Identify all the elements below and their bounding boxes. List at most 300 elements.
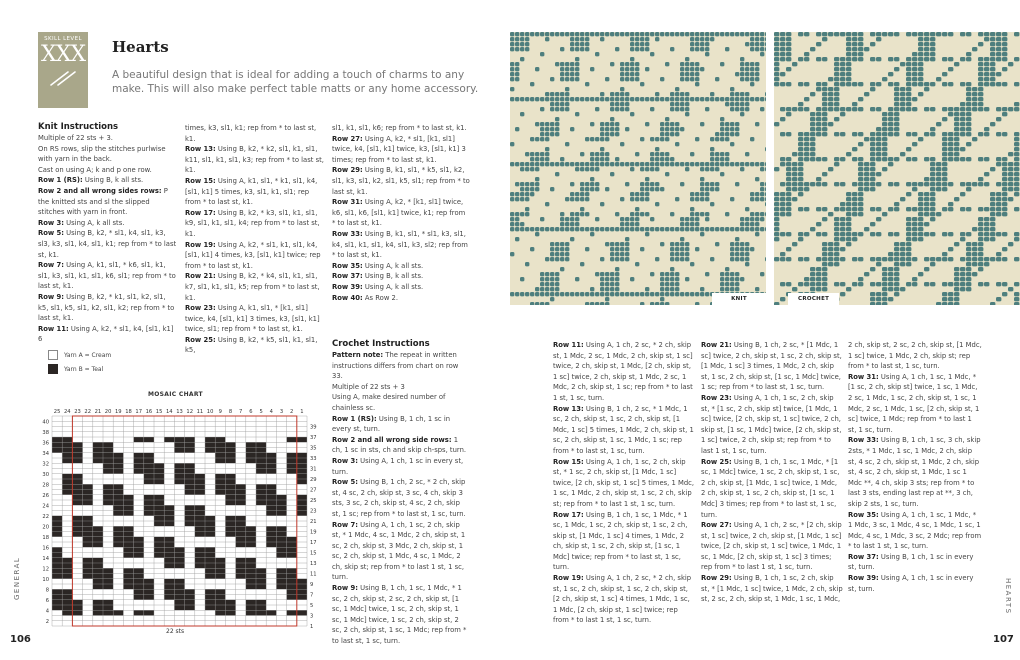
swatch-stitch-teal: [630, 217, 634, 221]
swatch-stitch-teal: [840, 77, 845, 81]
mosaic-chart: [36, 402, 326, 628]
swatch-stitch-teal: [870, 157, 875, 161]
swatch-stitch-teal: [912, 227, 917, 231]
swatch-stitch-teal: [828, 122, 833, 126]
swatch-stitch-teal: [730, 272, 734, 276]
swatch-stitch-teal: [774, 77, 779, 81]
skill-level-label: SKILL LEVEL: [44, 36, 82, 42]
swatch-stitch-teal: [912, 52, 917, 56]
swatch-stitch-teal: [515, 217, 519, 221]
chart-cell-teal: [215, 490, 225, 495]
swatch-stitch-teal: [834, 157, 839, 161]
swatch-stitch-teal: [936, 172, 941, 176]
chart-cell-teal: [174, 479, 184, 484]
swatch-stitch-teal: [610, 292, 614, 296]
swatch-stitch-teal: [735, 97, 739, 101]
swatch-stitch-teal: [888, 157, 893, 161]
swatch-stitch-teal: [545, 152, 549, 156]
swatch-stitch-teal: [978, 267, 983, 271]
swatch-stitch-teal: [645, 47, 649, 51]
swatch-stitch-teal: [960, 207, 965, 211]
swatch-stitch-teal: [828, 167, 833, 171]
swatch-stitch-teal: [525, 262, 529, 266]
swatch-stitch-teal: [685, 162, 689, 166]
swatch-stitch-teal: [575, 67, 579, 71]
swatch-stitch-teal: [828, 32, 833, 36]
chart-cell-teal: [93, 574, 103, 579]
swatch-stitch-teal: [760, 182, 764, 186]
swatch-stitch-teal: [690, 72, 694, 76]
chart-cell-teal: [287, 463, 297, 468]
swatch-stitch-teal: [550, 247, 554, 251]
swatch-stitch-teal: [750, 37, 754, 41]
swatch-stitch-teal: [700, 292, 704, 296]
chart-cell-teal: [195, 526, 205, 531]
chart-cell-teal: [266, 532, 276, 537]
swatch-stitch-teal: [1002, 197, 1007, 201]
swatch-stitch-teal: [735, 182, 739, 186]
crochet-paragraph: [848, 435, 982, 509]
swatch-stitch-teal: [760, 42, 764, 46]
swatch-stitch-teal: [1014, 107, 1019, 111]
swatch-stitch-teal: [535, 97, 539, 101]
swatch-stitch-teal: [876, 297, 881, 301]
swatch-stitch-teal: [840, 182, 845, 186]
swatch-stitch-teal: [705, 212, 709, 216]
swatch-stitch-teal: [515, 162, 519, 166]
swatch-stitch-teal: [900, 107, 905, 111]
crochet-rows-col1: [553, 340, 695, 626]
swatch-stitch-teal: [984, 282, 989, 286]
chart-cell-teal: [164, 516, 174, 521]
swatch-stitch-teal: [625, 292, 629, 296]
chart-row-number-right: 37: [310, 435, 317, 441]
swatch-stitch-teal: [515, 77, 519, 81]
swatch-stitch-teal: [792, 177, 797, 181]
chart-cell-teal: [297, 469, 307, 474]
chart-cell-teal: [134, 463, 144, 468]
swatch-stitch-teal: [670, 157, 674, 161]
swatch-stitch-teal: [730, 282, 734, 286]
swatch-stitch-teal: [595, 272, 599, 276]
swatch-stitch-teal: [620, 72, 624, 76]
chart-cell-teal: [62, 448, 72, 453]
chart-cell-teal: [83, 484, 93, 489]
chart-cell-teal: [276, 547, 286, 552]
swatch-stitch-teal: [605, 297, 609, 301]
swatch-stitch-teal: [530, 82, 534, 86]
swatch-stitch-teal: [570, 47, 574, 51]
chart-cell-teal: [266, 610, 276, 615]
crochet-paragraph: [553, 404, 695, 457]
swatch-stitch-teal: [900, 97, 905, 101]
swatch-stitch-teal: [670, 102, 674, 106]
chart-cell-teal: [246, 537, 256, 542]
swatch-stitch-teal: [822, 287, 827, 291]
swatch-stitch-teal: [755, 212, 759, 216]
chart-cell-teal: [287, 574, 297, 579]
swatch-stitch-teal: [882, 287, 887, 291]
swatch-stitch-teal: [780, 37, 785, 41]
swatch-stitch-teal: [645, 32, 649, 36]
swatch-stitch-teal: [780, 117, 785, 121]
swatch-stitch-teal: [735, 127, 739, 131]
swatch-stitch-teal: [918, 37, 923, 41]
swatch-stitch-teal: [570, 292, 574, 296]
swatch-stitch-teal: [816, 82, 821, 86]
swatch-stitch-teal: [615, 277, 619, 281]
swatch-stitch-teal: [740, 257, 744, 261]
swatch-stitch-teal: [720, 287, 724, 291]
swatch-stitch-teal: [555, 287, 559, 291]
swatch-stitch-teal: [894, 32, 899, 36]
chart-cell-teal: [287, 547, 297, 552]
swatch-stitch-teal: [585, 182, 589, 186]
chart-cell-teal: [164, 542, 174, 547]
chart-cell-teal: [123, 505, 133, 510]
swatch-stitch-teal: [625, 182, 629, 186]
swatch-stitch-teal: [660, 227, 664, 231]
crochet-hooks-icon: [48, 69, 78, 87]
swatch-stitch-teal: [816, 107, 821, 111]
swatch-stitch-teal: [798, 187, 803, 191]
swatch-stitch-teal: [798, 82, 803, 86]
chart-cell-teal: [185, 511, 195, 516]
swatch-stitch-teal: [715, 242, 719, 246]
swatch-stitch-teal: [1008, 152, 1013, 156]
swatch-stitch-teal: [690, 217, 694, 221]
swatch-stitch-teal: [700, 177, 704, 181]
swatch-stitch-teal: [515, 72, 519, 76]
swatch-stitch-teal: [725, 97, 729, 101]
swatch-stitch-teal: [545, 292, 549, 296]
swatch-stitch-teal: [740, 217, 744, 221]
swatch-stitch-teal: [590, 177, 594, 181]
swatch-stitch-teal: [600, 257, 604, 261]
swatch-stitch-teal: [675, 287, 679, 291]
swatch-stitch-teal: [585, 302, 589, 305]
knit-row-text: Using B, k2, * k3, sl1, k1, sl1, k9, sl1, k1, sl1, k4; rep from * to last st, k1.: [185, 208, 320, 238]
swatch-stitch-teal: [990, 42, 995, 46]
swatch-stitch-teal: [655, 97, 659, 101]
swatch-stitch-teal: [615, 267, 619, 271]
swatch-stitch-teal: [942, 57, 947, 61]
swatch-stitch-teal: [780, 182, 785, 186]
swatch-stitch-teal: [675, 242, 679, 246]
swatch-stitch-teal: [942, 172, 947, 176]
swatch-stitch-teal: [870, 137, 875, 141]
chart-cell-teal: [174, 463, 184, 468]
swatch-stitch-teal: [960, 157, 965, 161]
swatch-stitch-teal: [535, 152, 539, 156]
swatch-stitch-teal: [804, 277, 809, 281]
chart-cell-teal: [256, 584, 266, 589]
swatch-stitch-teal: [948, 247, 953, 251]
swatch-stitch-teal: [996, 162, 1001, 166]
chart-row-number-right: 21: [310, 519, 317, 525]
swatch-stitch-teal: [990, 77, 995, 81]
swatch-stitch-teal: [1002, 202, 1007, 206]
swatch-stitch-teal: [695, 197, 699, 201]
chart-cell-teal: [287, 453, 297, 458]
swatch-stitch-teal: [906, 77, 911, 81]
swatch-stitch-teal: [954, 242, 959, 246]
swatch-stitch-teal: [660, 287, 664, 291]
swatch-stitch-teal: [882, 117, 887, 121]
crochet-row-text: Using A, 1 ch, 2 sc, * 2 ch, skip st, 1 Mdc, 2 sc, 1 Mdc, 2 ch, skip st, 1 sc] twice, 2 ch, skip st, 1 Mdc, [2 ch, skip st, 1 sc] twice, 2 ch, skip st, 1 Mdc, 2 sc, 1 Mdc, 2 ch, skip st, 1 sc; rep from * to last 1 st, 1 sc, turn.: [553, 341, 693, 402]
swatch-stitch-teal: [740, 242, 744, 246]
crochet-row-text: Using A, 1 ch, 2 sc, * 2 ch, skip st, 1 sc, 2 ch, skip st, 1 sc, 2 ch, skip st, [2 ch, skip st, 1 sc] 4 times, 1 Mdc, 1 sc, 1 Mdc, [2 ch, skip st, 1 sc] twice; rep from * to last 1 st, 1 sc, turn.: [553, 574, 692, 625]
swatch-stitch-teal: [550, 102, 554, 106]
swatch-stitch-teal: [580, 37, 584, 41]
swatch-stitch-teal: [555, 62, 559, 66]
chart-cell-teal: [246, 579, 256, 584]
swatch-stitch-teal: [930, 47, 935, 51]
swatch-stitch-teal: [550, 77, 554, 81]
swatch-stitch-teal: [545, 287, 549, 291]
swatch-stitch-teal: [948, 292, 953, 296]
swatch-stitch-teal: [760, 212, 764, 216]
swatch-stitch-teal: [635, 262, 639, 266]
swatch-stitch-teal: [570, 67, 574, 71]
swatch-stitch-teal: [852, 52, 857, 56]
swatch-stitch-teal: [585, 37, 589, 41]
swatch-stitch-teal: [605, 132, 609, 136]
swatch-stitch-teal: [680, 97, 684, 101]
swatch-stitch-teal: [912, 82, 917, 86]
swatch-stitch-teal: [755, 192, 759, 196]
chart-cell-teal: [215, 484, 225, 489]
swatch-stitch-teal: [966, 97, 971, 101]
swatch-stitch-teal: [858, 47, 863, 51]
chart-column-number: 25: [53, 409, 61, 415]
swatch-stitch-teal: [510, 162, 514, 166]
swatch-stitch-teal: [515, 62, 519, 66]
swatch-stitch-teal: [942, 167, 947, 171]
swatch-stitch-teal: [595, 52, 599, 56]
swatch-stitch-teal: [828, 77, 833, 81]
swatch-stitch-teal: [984, 67, 989, 71]
swatch-stitch-teal: [840, 132, 845, 136]
chart-cell-teal: [297, 474, 307, 479]
swatch-stitch-teal: [545, 302, 549, 305]
swatch-stitch-teal: [745, 107, 749, 111]
swatch-stitch-teal: [978, 87, 983, 91]
swatch-stitch-teal: [665, 122, 669, 126]
crochet-paragraph: [701, 457, 843, 521]
swatch-stitch-teal: [942, 142, 947, 146]
swatch-stitch-teal: [978, 132, 983, 136]
swatch-stitch-teal: [984, 172, 989, 176]
swatch-stitch-teal: [620, 242, 624, 246]
swatch-stitch-teal: [610, 32, 614, 36]
swatch-stitch-teal: [972, 137, 977, 141]
chart-cell-teal: [134, 537, 144, 542]
swatch-stitch-teal: [625, 227, 629, 231]
swatch-stitch-teal: [786, 37, 791, 41]
swatch-stitch-teal: [960, 122, 965, 126]
swatch-stitch-teal: [786, 282, 791, 286]
crochet-heading: Crochet Instructions: [332, 339, 430, 349]
swatch-stitch-teal: [774, 237, 779, 241]
chart-cell-teal: [134, 542, 144, 547]
swatch-stitch-teal: [798, 192, 803, 196]
swatch-stitch-teal: [540, 292, 544, 296]
swatch-stitch-teal: [780, 207, 785, 211]
crochet-rows-col3: [848, 340, 982, 594]
swatch-stitch-teal: [640, 82, 644, 86]
swatch-stitch-teal: [912, 62, 917, 66]
swatch-stitch-teal: [786, 177, 791, 181]
swatch-stitch-teal: [966, 32, 971, 36]
crochet-row-text: Using B, 1 ch, 2 sc, * 1 Mdc, 1 sc, 2 ch, skip st, 1 sc, 2 ch, skip st, [1 Mdc, 1 sc] 5 times, 1 Mdc, 2 ch, skip st, 1 sc, 2 ch, skip st, 1 sc, 1 Mdc, 1 sc; rep from * to last st, 1 sc, turn.: [553, 404, 694, 455]
chart-cell-teal: [185, 479, 195, 484]
chart-cell-teal: [205, 595, 215, 600]
chart-cell-teal: [103, 484, 113, 489]
swatch-stitch-teal: [640, 162, 644, 166]
knit-instructions-col2: [185, 123, 325, 356]
swatch-stitch-teal: [600, 292, 604, 296]
swatch-stitch-teal: [876, 127, 881, 131]
knit-row-label: Row 7:: [38, 261, 64, 270]
swatch-stitch-teal: [545, 162, 549, 166]
swatch-stitch-teal: [645, 227, 649, 231]
swatch-stitch-teal: [996, 202, 1001, 206]
swatch-stitch-teal: [930, 257, 935, 261]
crochet-paragraph: [553, 340, 695, 404]
swatch-stitch-teal: [650, 157, 654, 161]
swatch-stitch-teal: [570, 217, 574, 221]
swatch-stitch-teal: [858, 282, 863, 286]
chart-cell-teal: [225, 474, 235, 479]
swatch-stitch-teal: [930, 167, 935, 171]
swatch-stitch-teal: [750, 192, 754, 196]
swatch-stitch-teal: [774, 32, 779, 36]
swatch-stitch-teal: [760, 47, 764, 51]
swatch-stitch-teal: [930, 262, 935, 266]
swatch-stitch-teal: [834, 252, 839, 256]
chart-cell-teal: [52, 563, 62, 568]
swatch-stitch-teal: [798, 167, 803, 171]
swatch-stitch-teal: [894, 132, 899, 136]
swatch-stitch-teal: [550, 282, 554, 286]
chart-row-number-left: 12: [42, 566, 49, 573]
swatch-stitch-teal: [990, 237, 995, 241]
swatch-stitch-teal: [685, 32, 689, 36]
knit-row-text: Using A, k all sts.: [64, 218, 125, 227]
swatch-stitch-teal: [996, 282, 1001, 286]
knit-row-text: Using B, k1, sl1, * k5, sl1, k2, sl1, k3, sl1, k2, sl1, k5, sl1; rep from * to last st, k1.: [332, 166, 470, 196]
swatch-stitch-teal: [600, 127, 604, 131]
swatch-stitch-teal: [515, 127, 519, 131]
swatch-stitch-teal: [560, 67, 564, 71]
chart-cell-teal: [72, 526, 82, 531]
swatch-stitch-teal: [882, 212, 887, 216]
swatch-stitch-teal: [828, 257, 833, 261]
swatch-stitch-teal: [580, 182, 584, 186]
swatch-stitch-teal: [990, 207, 995, 211]
swatch-stitch-teal: [900, 247, 905, 251]
swatch-stitch-teal: [852, 132, 857, 136]
swatch-stitch-teal: [852, 282, 857, 286]
swatch-stitch-teal: [786, 32, 791, 36]
swatch-stitch-teal: [725, 47, 729, 51]
swatch-stitch-teal: [924, 47, 929, 51]
chart-cell-teal: [185, 516, 195, 521]
knit-row-label: Row 23:: [185, 304, 216, 313]
crochet-paragraph: [332, 583, 470, 647]
chart-cell-teal: [134, 589, 144, 594]
swatch-stitch-teal: [700, 192, 704, 196]
swatch-stitch-teal: [954, 302, 959, 305]
swatch-stitch-teal: [640, 47, 644, 51]
swatch-stitch-teal: [680, 67, 684, 71]
swatch-stitch-teal: [670, 257, 674, 261]
swatch-stitch-teal: [1002, 162, 1007, 166]
swatch-stitch-teal: [894, 97, 899, 101]
swatch-stitch-teal: [660, 297, 664, 301]
swatch-stitch-teal: [745, 242, 749, 246]
swatch-stitch-teal: [540, 32, 544, 36]
swatch-stitch-teal: [1014, 147, 1019, 151]
swatch-stitch-teal: [978, 257, 983, 261]
swatch-stitch-teal: [640, 32, 644, 36]
swatch-stitch-teal: [822, 112, 827, 116]
chart-cell-teal: [154, 495, 164, 500]
swatch-stitch-teal: [595, 217, 599, 221]
chart-cell-teal: [276, 537, 286, 542]
swatch-stitch-teal: [870, 87, 875, 91]
swatch-stitch-teal: [560, 267, 564, 271]
swatch-stitch-teal: [540, 52, 544, 56]
swatch-stitch-teal: [625, 247, 629, 251]
swatch-stitch-teal: [930, 232, 935, 236]
swatch-stitch-teal: [600, 97, 604, 101]
swatch-stitch-teal: [828, 102, 833, 106]
swatch-stitch-teal: [575, 97, 579, 101]
swatch-stitch-teal: [700, 162, 704, 166]
swatch-stitch-teal: [710, 152, 714, 156]
swatch-stitch-teal: [888, 277, 893, 281]
swatch-stitch-teal: [960, 287, 965, 291]
chart-cell-teal: [93, 542, 103, 547]
swatch-stitch-teal: [912, 257, 917, 261]
swatch-stitch-teal: [525, 292, 529, 296]
chart-cell-teal: [154, 547, 164, 552]
swatch-stitch-teal: [894, 262, 899, 266]
swatch-stitch-teal: [680, 62, 684, 66]
crochet-row-text: Using B, 1 ch, 1 sc, 1 Mdc, * [1 sc, 1 Mdc] twice, 1 sc, 2 ch, skip st, 1 sc, 2 ch, skip st, [1 Mdc, 1 sc] twice, 1 Mdc, 2 ch, skip st, 1 sc, 2 ch, skip st, [1 sc, 1 Mdc] 3 times; rep from * to last st, 1 sc, turn.: [701, 457, 840, 519]
swatch-stitch-teal: [948, 107, 953, 111]
chart-cell-teal: [185, 605, 195, 610]
swatch-stitch-teal: [645, 42, 649, 46]
swatch-stitch-teal: [930, 107, 935, 111]
swatch-stitch-teal: [828, 107, 833, 111]
swatch-stitch-teal: [924, 197, 929, 201]
swatch-stitch-teal: [760, 197, 764, 201]
swatch-stitch-teal: [650, 97, 654, 101]
swatch-stitch-teal: [565, 72, 569, 76]
swatch-stitch-teal: [966, 92, 971, 96]
swatch-stitch-teal: [755, 287, 759, 291]
swatch-stitch-teal: [840, 202, 845, 206]
swatch-stitch-teal: [705, 292, 709, 296]
swatch-stitch-teal: [822, 117, 827, 121]
chart-cell-teal: [123, 526, 133, 531]
swatch-stitch-teal: [876, 107, 881, 111]
knit-row-label: Row 33:: [332, 229, 363, 238]
swatch-stitch-teal: [710, 147, 714, 151]
